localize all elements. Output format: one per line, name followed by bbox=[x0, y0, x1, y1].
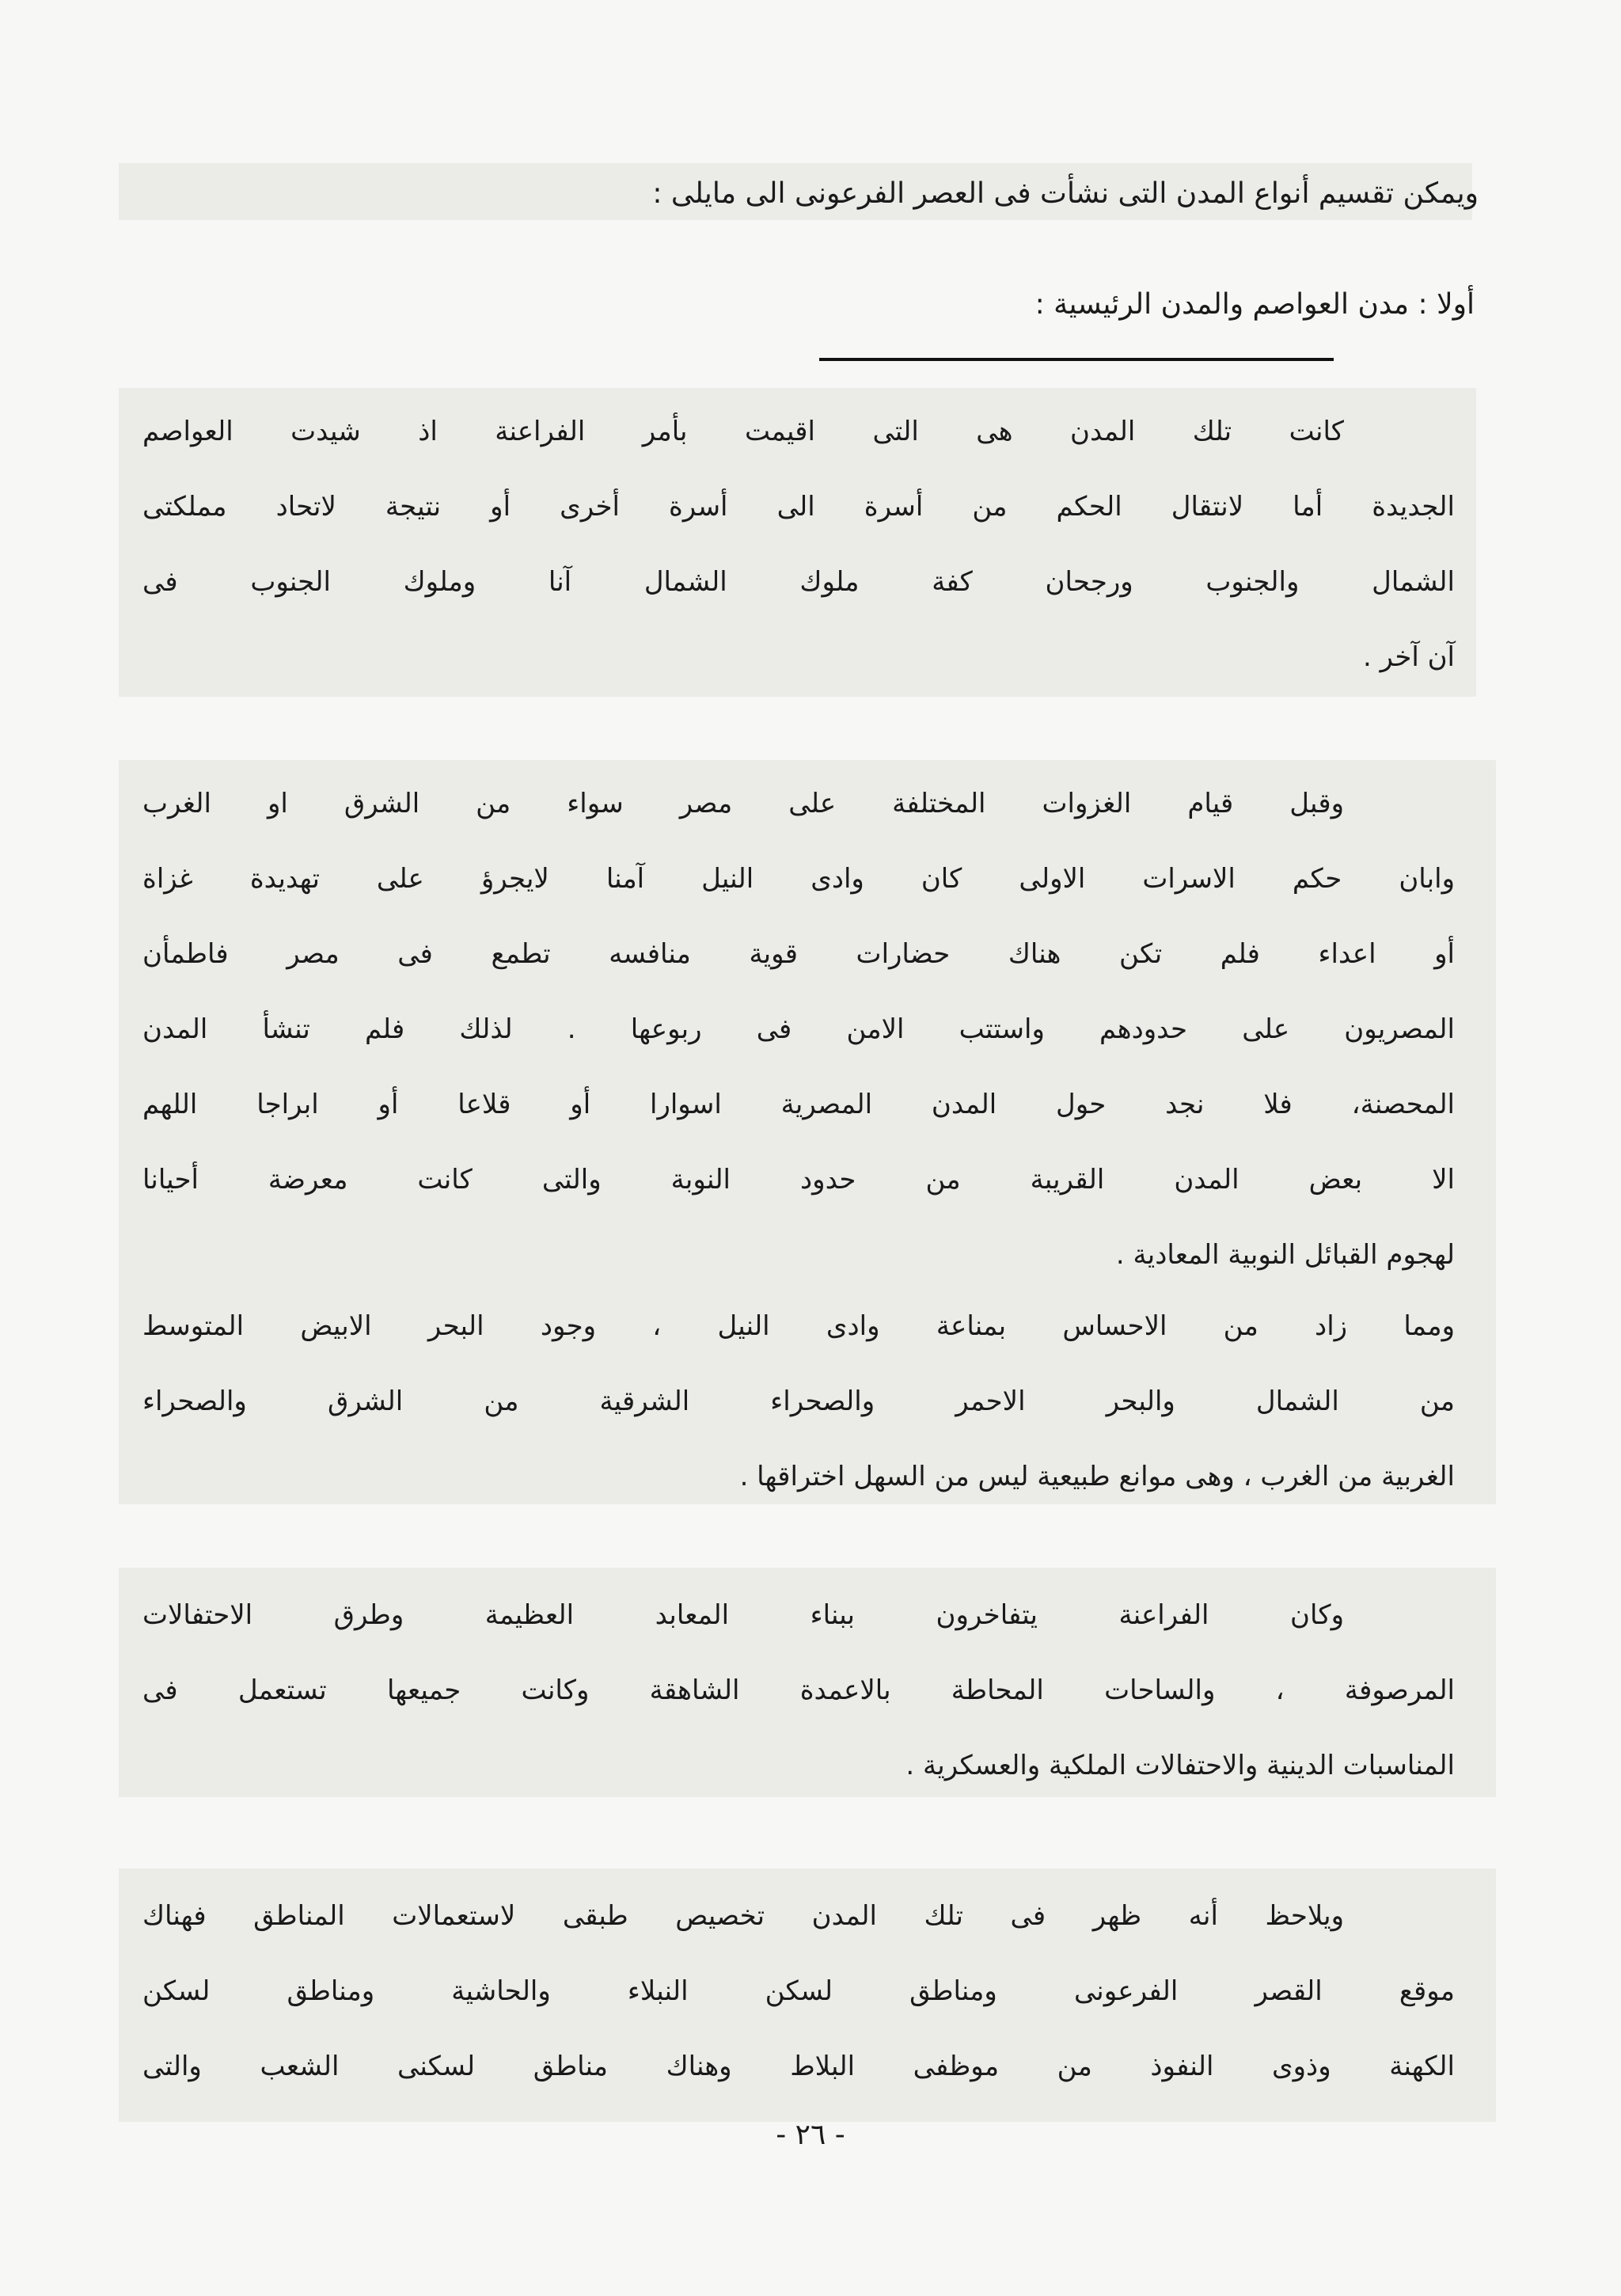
text-line: آن آخر . bbox=[1362, 641, 1455, 673]
text-line: المحصنة، فلا نجد حول المدن المصرية اسوارا أو قلاعا أو ابراجا اللهم bbox=[142, 1089, 1455, 1120]
text-line: أو اعداء فلم تكن هناك حضارات قوية منافسه تطمع فى مصر فاطمأن bbox=[142, 938, 1455, 970]
text-line: المصريون على حدودهم واستتب الامن فى ربوعها . لذلك فلم تنشأ المدن bbox=[142, 1013, 1455, 1045]
page-number: - ٢٦ - bbox=[776, 2119, 845, 2151]
intro-line: ويمكن تقسيم أنواع المدن التى نشأت فى العصر الفرعونى الى مايلى : bbox=[652, 177, 1479, 210]
text-line: المرصوفة ، والساحات المحاطة بالاعمدة الشاهقة وكانت جميعها تستعمل فى bbox=[142, 1674, 1455, 1706]
text-line: الشمال والجنوب ورجحان كفة ملوك الشمال آنا وملوك الجنوب فى bbox=[142, 566, 1455, 598]
text-line: المناسبات الدينية والاحتفالات الملكية والعسكرية . bbox=[905, 1750, 1455, 1781]
heading-underline bbox=[819, 358, 1334, 361]
text-line: وقبل قيام الغزوات المختلفة على مصر سواء من الشرق او الغرب bbox=[142, 788, 1344, 819]
text-line: كانت تلك المدن هى التى اقيمت بأمر الفراعنة اذ شيدت العواصم bbox=[142, 416, 1344, 447]
text-line: ويلاحظ أنه ظهر فى تلك المدن تخصيص طبقى لاستعمالات المناطق فهناك bbox=[142, 1900, 1344, 1932]
text-line: وابان حكم الاسرات الاولى كان وادى النيل آمنا لايجرؤ على تهديدة غزاة bbox=[142, 863, 1455, 895]
text-line: لهجوم القبائل النوبية المعادية . bbox=[1115, 1239, 1455, 1271]
text-line: الا بعض المدن القريبة من حدود النوبة والتى كانت معرضة أحيانا bbox=[142, 1164, 1455, 1196]
text-line: الجديدة أما لانتقال الحكم من أسرة الى أسرة أخرى أو نتيجة لاتحاد مملكتى bbox=[142, 491, 1455, 523]
text-line: وكان الفراعنة يتفاخرون ببناء المعابد العظيمة وطرق الاحتفالات bbox=[142, 1599, 1344, 1631]
text-line: موقع القصر الفرعونى ومناطق لسكن النبلاء والحاشية ومناطق لسكن bbox=[142, 1975, 1455, 2007]
text-line: الغربية من الغرب ، وهى موانع طبيعية ليس من السهل اختراقها . bbox=[739, 1461, 1455, 1492]
text-line: ومما زاد من الاحساس بمناعة وادى النيل ، وجود البحر الابيض المتوسط bbox=[142, 1310, 1455, 1342]
text-line: من الشمال والبحر الاحمر والصحراء الشرقية من الشرق والصحراء bbox=[142, 1386, 1455, 1417]
text-line: الكهنة وذوى النفوذ من موظفى البلاط وهناك مناطق لسكنى الشعب والتى bbox=[142, 2051, 1455, 2082]
section-heading: أولا : مدن العواصم والمدن الرئيسية : bbox=[1034, 288, 1475, 321]
